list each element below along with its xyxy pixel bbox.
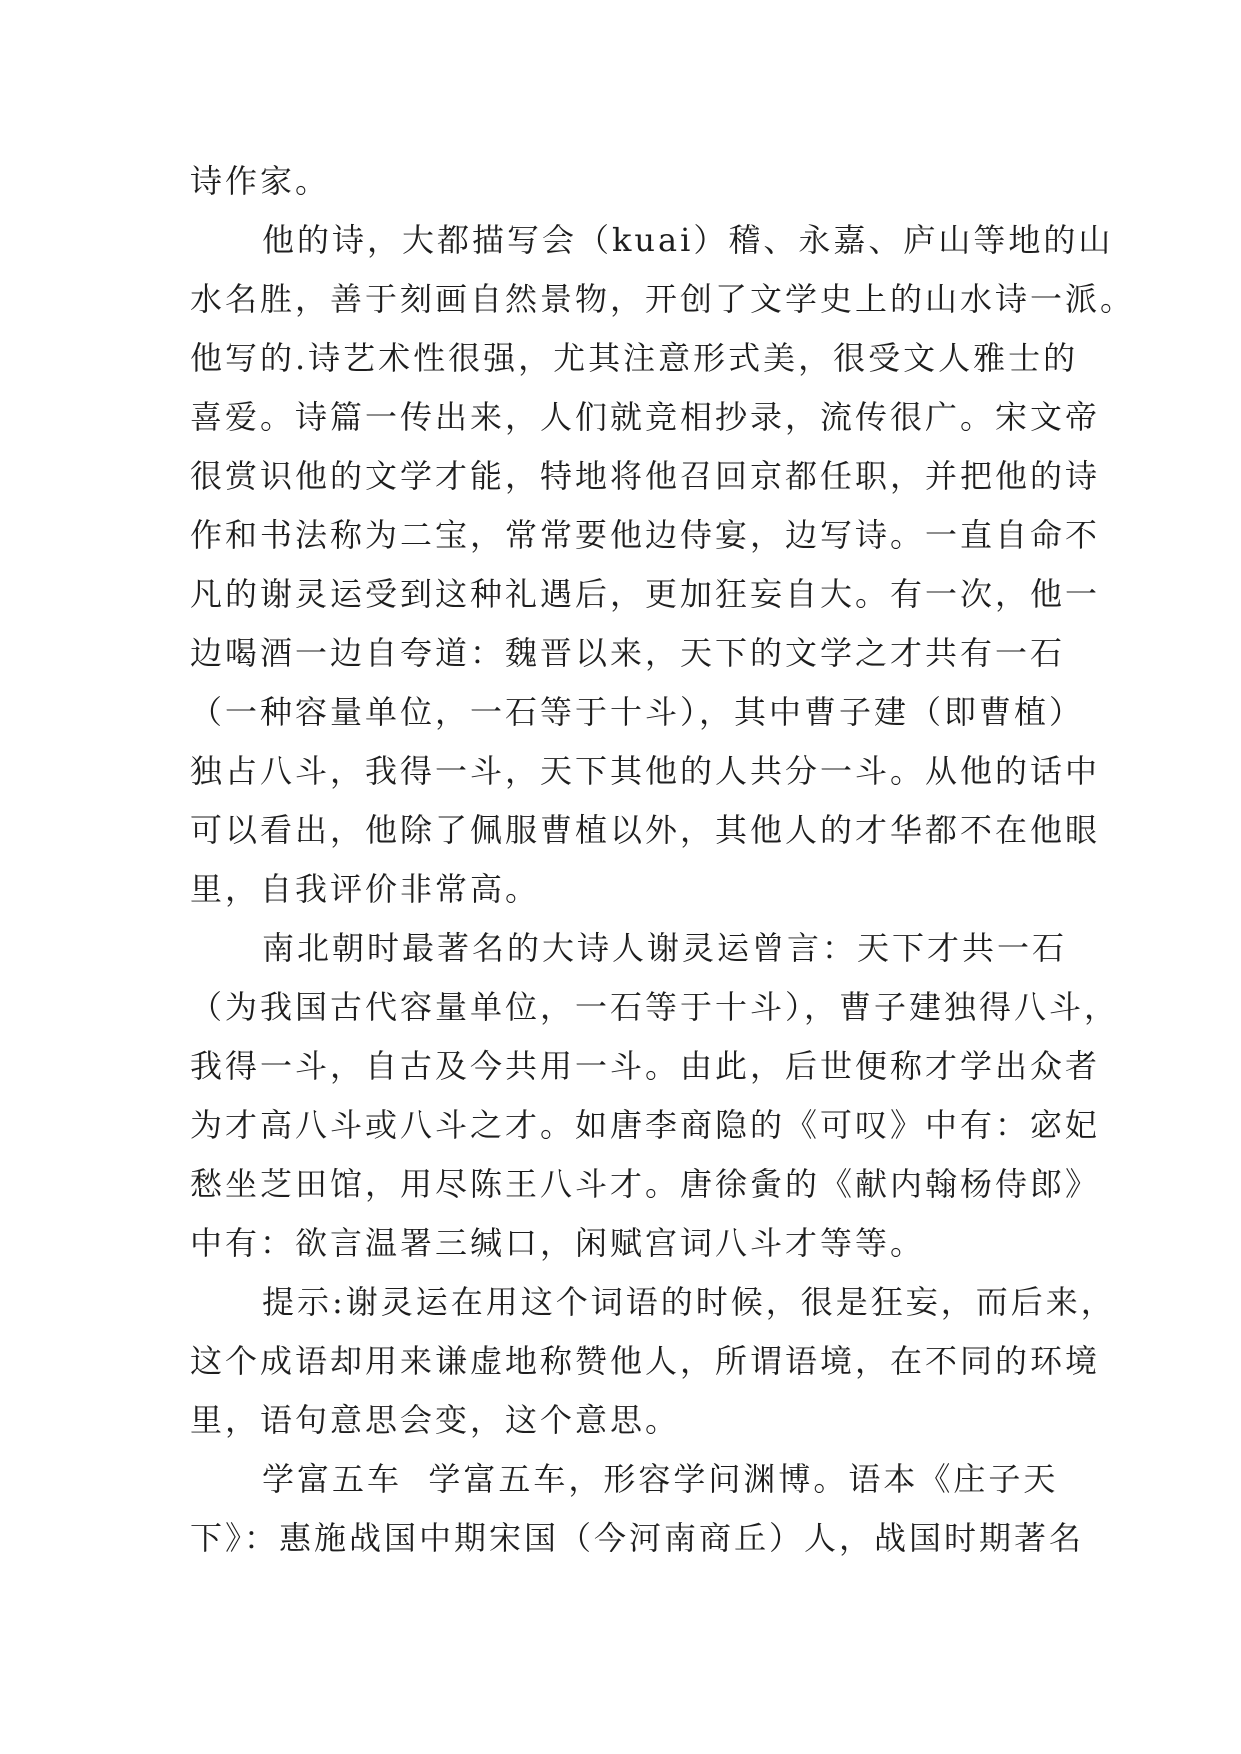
text-line: 很赏识他的文学才能，特地将他召回京都任职，并把他的诗 (190, 457, 1101, 495)
text-line: 诗作家。 (190, 162, 331, 200)
paragraph-5 (190, 1450, 1085, 1568)
text-line: 愁坐芝田馆，用尽陈王八斗才。唐徐夤的《献内翰杨侍郎》 (190, 1165, 1101, 1203)
text-line: 提示:谢灵运在用这个词语的时候，很是狂妄，而后来， (262, 1283, 1116, 1321)
text-line: 中有：欲言温署三缄口，闲赋宫词八斗才等等。 (190, 1224, 926, 1262)
paragraph-3 (190, 919, 1120, 1273)
text-line: 学富五车 学富五车，形容学问渊博。语本《庄子天 (262, 1460, 1059, 1498)
text-line: （一种容量单位，一石等于十斗），其中曹子建（即曹植） (190, 693, 1085, 731)
paragraph-2 (190, 211, 1136, 919)
text-line: 里，语句意思会变，这个意思。 (190, 1401, 681, 1439)
text-line: 为才高八斗或八斗之才。如唐李商隐的《可叹》中有：宓妃 (190, 1106, 1101, 1144)
text-line: 他写的.诗艺术性很强，尤其注意形式美，很受文人雅士的 (190, 339, 1079, 377)
text-line: 里，自我评价非常高。 (190, 870, 541, 908)
text-line: 下》：惠施战国中期宋国（今河南商丘）人，战国时期著名 (190, 1519, 1085, 1557)
text-line: 他的诗，大都描写会（kuai）稽、永嘉、庐山等地的山 (262, 221, 1114, 259)
text-line: 作和书法称为二宝，常常要他边侍宴，边写诗。一直自命不 (190, 516, 1101, 554)
paragraph-4 (190, 1273, 1116, 1450)
text-line: 喜爱。诗篇一传出来，人们就竞相抄录，流传很广。宋文帝 (190, 398, 1101, 436)
document-body (190, 152, 1136, 1568)
text-line: 南北朝时最著名的大诗人谢灵运曾言：天下才共一石 (262, 929, 1068, 967)
text-line: 边喝酒一边自夸道：魏晋以来，天下的文学之才共有一石 (190, 634, 1066, 672)
text-line: 独占八斗，我得一斗，天下其他的人共分一斗。从他的话中 (190, 752, 1101, 790)
text-line: 凡的谢灵运受到这种礼遇后，更加狂妄自大。有一次，他一 (190, 575, 1101, 613)
text-line: 我得一斗，自古及今共用一斗。由此，后世便称才学出众者 (190, 1047, 1101, 1085)
paragraph-1 (190, 152, 1050, 211)
text-line: 可以看出，他除了佩服曹植以外，其他人的才华都不在他眼 (190, 811, 1101, 849)
text-line: （为我国古代容量单位，一石等于十斗），曹子建独得八斗， (190, 988, 1120, 1026)
text-line: 这个成语却用来谦虚地称赞他人，所谓语境，在不同的环境 (190, 1342, 1101, 1380)
text-line: 水名胜，善于刻画自然景物，开创了文学史上的山水诗一派。 (190, 280, 1136, 318)
